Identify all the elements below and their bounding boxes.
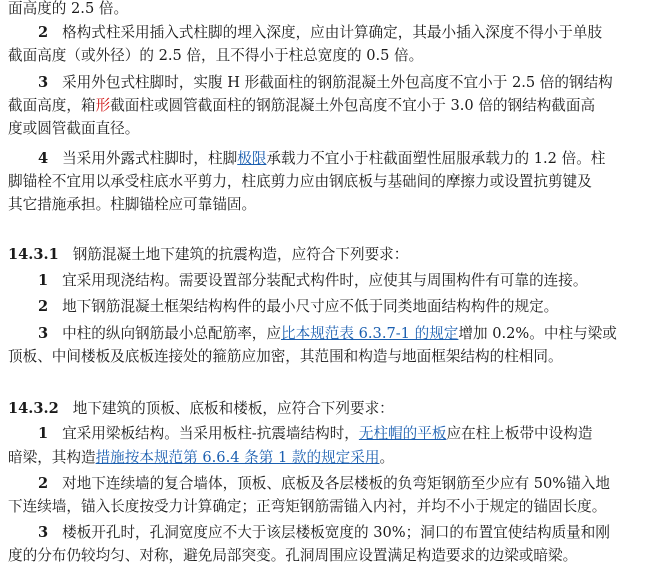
item-number: 2	[38, 475, 49, 492]
list-item: 3 采用外包式柱脚时，实腹 H 形截面柱的钢筋混凝土外包高度不宜小于 2.5 倍的钢结构	[38, 74, 613, 91]
list-item: 4 当采用外露式柱脚时，柱脚极限承载力不宜小于柱截面塑性屈服承载力的 1.2 倍。柱	[38, 150, 606, 167]
list-item: 3 中柱的纵向钢筋最小总配筋率，应比本规范表 6.3.7-1 的规定增加 0.2%。中柱与梁或	[38, 325, 617, 342]
text-line: 度或圆管截面直径。	[8, 120, 140, 137]
section-number: 14.3.1	[8, 246, 59, 263]
list-item: 2 格构式柱采用插入式柱脚的埋入深度，应由计算确定，其最小插入深度不得小于单肢	[38, 24, 603, 41]
section-heading: 14.3.1 钢筋混凝土地下建筑的抗震构造，应符合下列要求：	[8, 246, 409, 263]
item-number: 2	[38, 24, 49, 41]
list-item: 1 宜采用梁板结构。当采用板柱-抗震墙结构时，无柱帽的平板应在柱上板带中设构造	[38, 425, 593, 442]
text-line: 截面高度，箱形截面柱或圆管截面柱的钢筋混凝土外包高度不宜小于 3.0 倍的钢结构截面高	[8, 97, 596, 114]
item-number: 3	[38, 325, 49, 342]
list-item: 2 地下钢筋混凝土框架结构构件的最小尺寸应不低于同类地面结构构件的规定。	[38, 298, 559, 315]
link-table-6-3-7-1[interactable]: 比本规范表 6.3.7-1 的规定	[281, 325, 459, 342]
section-heading: 14.3.2 地下建筑的顶板、底板和楼板，应符合下列要求：	[8, 400, 394, 417]
item-number: 3	[38, 74, 49, 91]
list-item: 3 楼板开孔时，孔洞宽度应不大于该层楼板宽度的 30%；洞口的布置宜使结构质量和刚	[38, 524, 610, 541]
text-line: 顶板、中间楼板及底板连接处的箍筋应加密，其范围和构造与地面框架结构的柱相同。	[8, 348, 563, 365]
text-line: 截面高度（或外径）的 2.5 倍，且不得小于柱总宽度的 0.5 倍。	[8, 47, 424, 64]
text-line: 下连续墙，锚入长度按受力计算确定；正弯矩钢筋需锚入内衬，并均不小于规定的锚固长度。	[8, 498, 607, 515]
item-number: 1	[38, 272, 49, 289]
link-flat-slab[interactable]: 无柱帽的平板	[358, 425, 447, 442]
item-number: 1	[38, 425, 49, 442]
section-number: 14.3.2	[8, 400, 59, 417]
item-number: 3	[38, 524, 49, 541]
highlighted-character: 形	[95, 97, 111, 114]
link-clause-6-6-4[interactable]: 措施按本规范第 6.6.4 条第 1 款的规定采用	[95, 449, 380, 466]
item-number: 4	[38, 150, 49, 167]
text-line: 其它措施承担。柱脚锚栓应可靠锚固。	[8, 196, 257, 213]
list-item: 1 宜采用现浇结构。需要设置部分装配式构件时，应使其与周围构件有可靠的连接。	[38, 272, 588, 289]
text-line: 度的分布仍较均匀、对称，避免局部突变。孔洞周围应设置满足构造要求的边梁或暗梁。	[8, 547, 578, 564]
text-line: 暗梁，其构造措施按本规范第 6.6.4 条第 1 款的规定采用。	[8, 449, 395, 466]
link-limit[interactable]: 极限	[237, 150, 267, 167]
text-line: 面高度的 2.5 倍。	[8, 0, 129, 17]
item-number: 2	[38, 298, 49, 315]
list-item: 2 对地下连续墙的复合墙体，顶板、底板及各层楼板的负弯矩钢筋至少应有 50%锚入地	[38, 475, 610, 492]
text-line: 脚锚栓不宜用以承受柱底水平剪力，柱底剪力应由钢底板与基础间的摩擦力或设置抗剪键及	[8, 173, 592, 190]
